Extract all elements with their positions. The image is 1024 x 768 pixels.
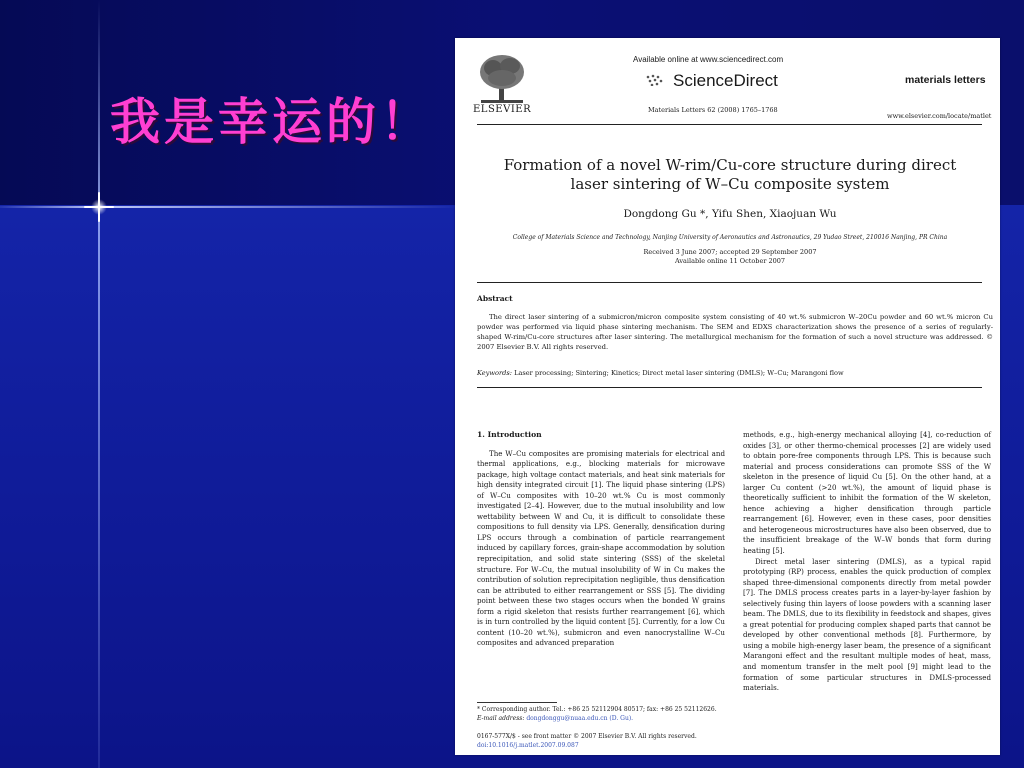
doi-link[interactable]: doi:10.1016/j.matlet.2007.09.087	[477, 742, 579, 749]
available-online-text: Available online at www.sciencedirect.com	[633, 55, 784, 64]
paper-page-image	[455, 38, 1000, 755]
right-column	[743, 430, 991, 694]
decorative-vertical-line	[98, 0, 100, 768]
journal-name: materials letters	[905, 74, 986, 86]
abstract-top-rule	[477, 282, 982, 283]
copyright-footer	[477, 732, 777, 750]
right-column-text-2: Direct metal laser sintering (DMLS), as a typical rapid prototyping (RP) process, enables the quick production of complex shaped three-dimensional components directly from metal powder [7]. The DMLS process creates parts in a layer-by-layer fashion by selectively fusing thin layers of loose powders with a scanning laser beam. The DMLS, due to its flexibility in feedstock and shapes, gives a great potential for producing complex shaped parts that cannot be developed by other conventional methods [8]. Furthermore, by using a mobile high-energy laser beam, the presence of a significant Marangoni effect and the resultant multiple modes of heat, mass, and momentum transfer in the melt pool [9] might lead to the formation of some particular structures in DMLS-processed materials.	[743, 556, 991, 693]
abstract-heading: Abstract	[477, 294, 513, 303]
header-rule	[477, 124, 982, 125]
sciencedirect-dots-icon	[645, 74, 669, 86]
paper-dates	[485, 248, 975, 266]
footnote-rule	[477, 702, 557, 703]
paper-affiliation: College of Materials Science and Technology, Nanjing University of Aeronautics and Astronautics, 29 Yudao Street, 210016 Nanjing, PR China	[512, 234, 948, 241]
decorative-horizontal-line	[0, 206, 460, 208]
email-address-link[interactable]: dongdonggu@nuaa.edu.cn (D. Gu).	[526, 715, 634, 722]
issn-line: 0167-577X/$ - see front matter © 2007 Elsevier B.V. All rights reserved.	[477, 733, 697, 740]
received-date: Received 3 June 2007; accepted 29 September 2007	[643, 248, 817, 256]
slide-title: 我是幸运的！	[110, 93, 434, 151]
left-column-text: The W–Cu composites are promising materials for electrical and thermal applications, e.g., blocking materials for microwave package, high voltage contact materials, and heat sink materials for high density integrated circuit [1]. The liquid phase sintering (LPS) of W–Cu composites with 10–20 wt.% Cu is most commonly investigated [2–4]. However, due to the mutual insolubility and low wettability between W and Cu, it is difficult to consolidate these compositions to full density via LPS. Generally, densification during LPS occurs through a combination of particle rearrangement induced by capillary forces, grain-shape accommodation by solution reprecipitation, and solid state sintering (SSS) of the skeletal structure. For W–Cu, the mutual insolubility of W in Cu makes the contribution of solution reprecipitation negligible, thus densification can be attributed to either rearrangement or SSS [5]. The dividing point between these two stages occurs when the bonded W grains form a rigid skeleton that resists further rearrangement [6], which is in turn controlled by the liquid content [5]. Currently, for a low Cu content (10–20 wt.%), submicron and even nanocrystalline W–Cu composites and advanced preparation	[477, 448, 725, 648]
keywords-label: Keywords:	[477, 369, 512, 377]
journal-reference: Materials Letters 62 (2008) 1765–1768	[648, 106, 778, 114]
paper-title: Formation of a novel W-rim/Cu-core structure during direct laser sintering of W–Cu composite system	[503, 156, 957, 193]
paper-authors: Dongdong Gu *, Yifu Shen, Xiaojuan Wu	[623, 208, 837, 220]
publisher-name: ELSEVIER	[473, 104, 532, 115]
abstract-bottom-rule	[477, 387, 982, 388]
keywords-line	[477, 369, 993, 377]
intro-heading: 1. Introduction	[477, 430, 542, 439]
email-label: E-mail address:	[477, 715, 525, 722]
footnote	[477, 705, 727, 723]
email-line	[477, 714, 727, 723]
elsevier-tree-logo-icon	[477, 52, 527, 110]
abstract-text: The direct laser sintering of a submicron/micron composite system consisting of 40 wt.% submicron W–20Cu powder and 60 wt.% micron Cu powder was performed via liquid phase sintering mechanism. The SEM and EDXS characterization shows the presence of a series of regularly-shaped W-rim/Cu-core structures after laser sintering. The metallurgical mechanism for the formation of such a novel structure was addressed. © 2007 Elsevier B.V. All rights reserved.	[477, 313, 993, 351]
left-column	[477, 430, 725, 649]
sciencedirect-wordmark: ScienceDirect	[673, 71, 778, 90]
available-date: Available online 11 October 2007	[674, 257, 786, 265]
corresponding-author-note: * Corresponding author. Tel.: +86 25 52112904 80517; fax: +86 25 52112626.	[477, 706, 717, 713]
keywords-text: Laser processing; Sintering; Kinetics; Direct metal laser sintering (DMLS); W–Cu; Marangoni flow	[514, 369, 844, 377]
right-column-text-1: methods, e.g., high-energy mechanical alloying [4], co-reduction of oxides [3], or other thermo-chemical processes [2] are widely used to obtain pore-free components through LPS. This is because such material and process considerations can promote SSS of the W skeleton in the presence of liquid Cu [5]. On the other hand, at a larger Cu content (>20 wt.%), the amount of liquid phase is theoretically sufficient to inhibit the formation of the W skeleton, hence achieving a higher densification through particle rearrangement [6]. However, even in these cases, poor densities and heterogeneous microstructures have also been observed, due to the insufficient breakage of the W–W bonds that form during heating [5].	[743, 430, 991, 556]
sparkle-star-icon	[84, 192, 114, 222]
journal-url: www.elsevier.com/locate/matlet	[887, 112, 992, 120]
